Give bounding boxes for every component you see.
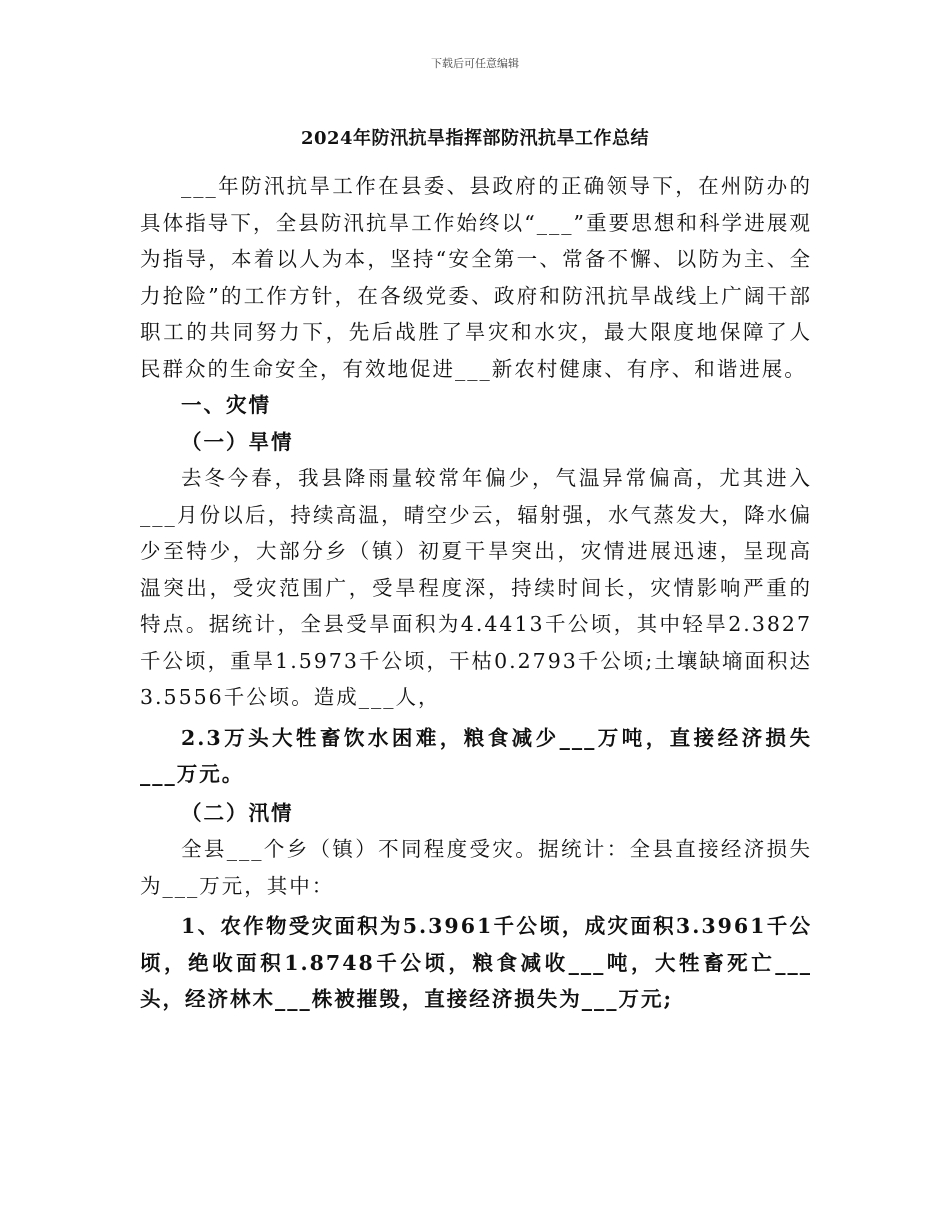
flood-paragraph: 全县___个乡（镇）不同程度受灾。据统计：全县直接经济损失为___万元，其中： xyxy=(140,837,812,898)
document-title: 2024年防汛抗旱指挥部防汛抗旱工作总结 xyxy=(300,128,650,149)
flood-item-1-paragraph: 1、农作物受灾面积为5.3961千公顷，成灾面积3.3961千公顷，绝收面积1.8748千公顷，粮食减收___吨，大牲畜死亡___头，经济林木___株被摧毁，直接经济损失为___万元; xyxy=(140,914,812,1011)
drought-loss-paragraph: 2.3万头大牲畜饮水困难，粮食减少___万吨，直接经济损失___万元。 xyxy=(140,725,812,786)
subsection-heading-flood: （二）汛情 xyxy=(181,800,294,825)
header-note: 下载后可任意编辑 xyxy=(431,57,519,70)
drought-paragraph: 去冬今春，我县降雨量较常年偏少，气温异常偏高，尤其进入___月份以后，持续高温，晴空少云，辐射强，水气蒸发大，降水偏少至特少，大部分乡（镇）初夏干旱突出，灾情进展迅速，呈现高温突出，受灾范围广，受旱程度深，持续时间长，灾情影响严重的特点。据统计，全县受旱面积为4.4413千公顷，其中轻旱2.3827千公顷，重旱1.5973千公顷，干枯0.2793千公顷;土壤缺墒面积达3.5556千公顷。造成___人， xyxy=(140,466,812,709)
intro-paragraph: ___年防汛抗旱工作在县委、县政府的正确领导下，在州防办的具体指导下，全县防汛抗旱工作始终以“___”重要思想和科学进展观为指导，本着以人为本，坚持“安全第一、常备不懈、以防为主、全力抢险”的工作方针，在各级党委、政府和防汛抗旱战线上广阔干部职工的共同努力下，先后战胜了旱灾和水灾，最大限度地保障了人民群众的生命安全，有效地促进___新农村健康、有序、和谐进展。 xyxy=(140,174,812,381)
document-body xyxy=(140,168,812,1018)
section-heading-disaster: 一、灾情 xyxy=(181,393,271,417)
subsection-heading-drought: （一）旱情 xyxy=(181,429,294,454)
